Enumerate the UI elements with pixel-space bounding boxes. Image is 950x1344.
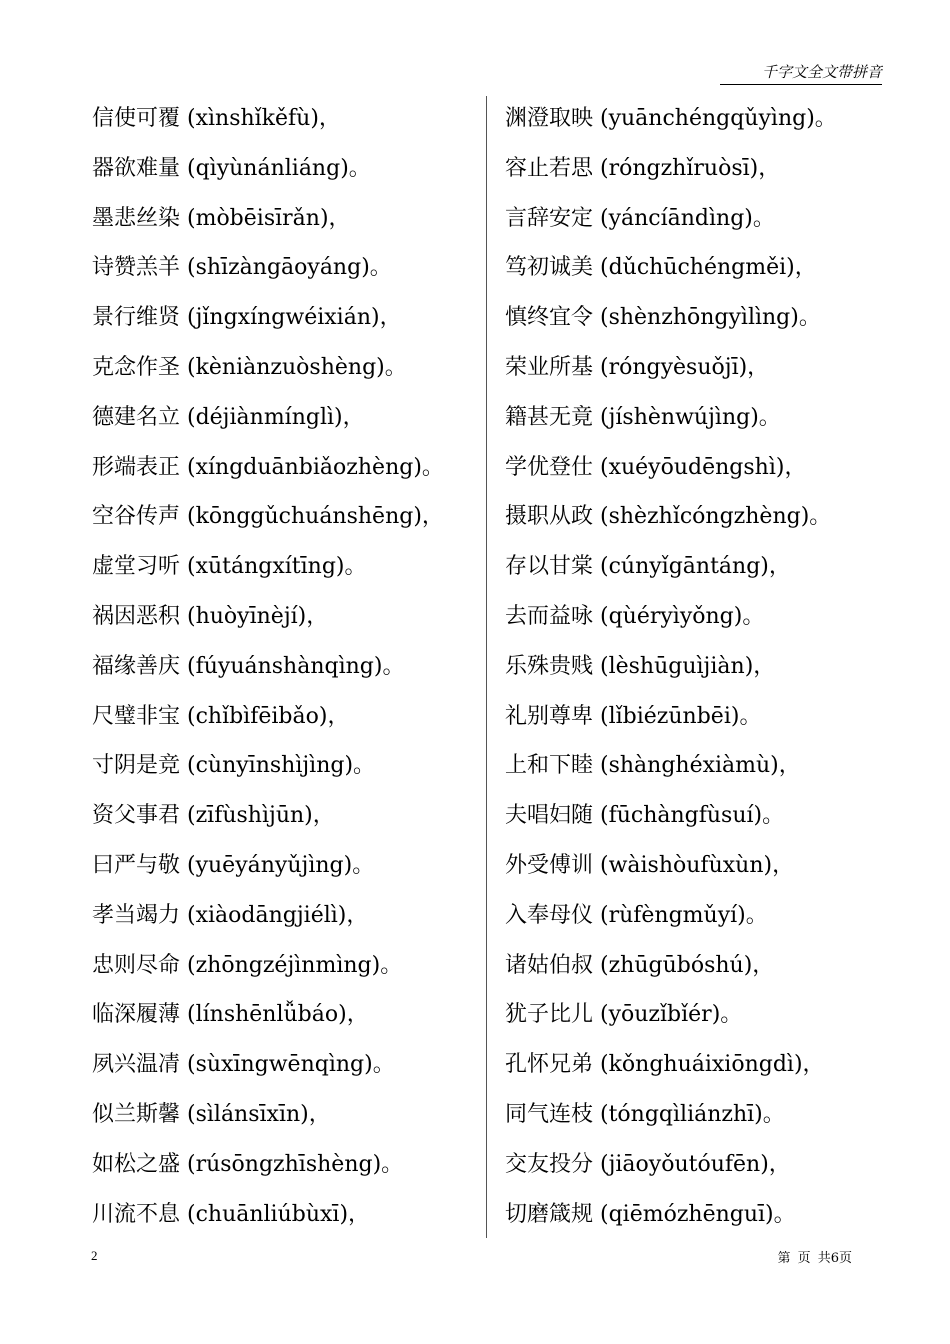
text-line: 寸阴是竞 (cùnyīnshìjìng)。 — [92, 753, 376, 779]
text-line: 入奉母仪 (rùfèngmǔyí)。 — [505, 902, 768, 928]
text-line: 空谷传声 (kōnggǔchuánshēng)， — [92, 504, 444, 530]
text-line: 诸姑伯叔 (zhūgūbóshú)， — [505, 952, 775, 978]
page-count-label: 第 页 共6页 — [777, 1251, 852, 1266]
page-number: 2 — [91, 1248, 98, 1263]
text-line: 夙兴温凊 (sùxīngwēnqìng)。 — [92, 1052, 395, 1078]
text-line: 言辞安定 (yáncíāndìng)。 — [505, 205, 775, 231]
text-line: 器欲难量 (qìyùnánliáng)。 — [92, 155, 371, 181]
text-line: 犹子比儿 (yōuzǐbǐér)。 — [505, 1002, 743, 1028]
text-line: 去而益咏 (qùéryìyǒng)。 — [505, 603, 765, 629]
document-header-title: 千字文全文带拼音 — [720, 62, 882, 85]
text-line: 礼别尊卑 (lǐbiézūnbēi)。 — [505, 703, 762, 729]
left-text-column — [92, 98, 444, 1243]
text-line: 景行维贤 (jǐngxíngwéixián)， — [92, 305, 402, 331]
text-line: 孝当竭力 (xiàodāngjiélì)， — [92, 902, 369, 928]
text-line: 如松之盛 (rúsōngzhīshèng)。 — [92, 1151, 404, 1177]
text-line: 克念作圣 (kèniànzuòshèng)。 — [92, 354, 407, 380]
text-line: 容止若思 (róngzhǐruòsī)， — [505, 155, 781, 181]
text-line: 孔怀兄弟 (kǒnghuáixiōngdì)， — [505, 1052, 825, 1078]
text-line: 曰严与敬 (yuēyányǔjìng)。 — [92, 852, 375, 878]
text-line: 外受傅训 (wàishòufùxùn)， — [505, 852, 795, 878]
text-line: 同气连枝 (tóngqìliánzhī)。 — [505, 1101, 785, 1127]
text-line: 渊澄取映 (yuānchéngqǔyìng)。 — [505, 106, 837, 131]
text-line: 荣业所基 (róngyèsuǒjī)， — [505, 354, 770, 380]
text-line: 似兰斯馨 (sìlánsīxīn)， — [92, 1101, 331, 1127]
text-line: 祸因恶积 (huòyīnèjí)， — [92, 603, 329, 629]
text-line: 诗赞羔羊 (shīzàngāoyáng)。 — [92, 255, 392, 281]
text-line: 夫唱妇随 (fūchàngfùsuí)。 — [505, 803, 785, 829]
text-line: 虚堂习听 (xūtángxítīng)。 — [92, 554, 367, 580]
text-line: 切磨箴规 (qiēmózhēnguī)。 — [505, 1201, 796, 1227]
text-line: 摄职从政 (shèzhǐcóngzhèng)。 — [505, 504, 832, 530]
text-line: 笃初诚美 (dǔchūchéngměi)， — [505, 255, 817, 281]
text-line: 墨悲丝染 (mòbēisīrǎn)， — [92, 205, 351, 231]
text-line: 交友投分 (jiāoyǒutóufēn)， — [505, 1151, 791, 1177]
text-line: 慎终宜令 (shènzhōngyìlìng)。 — [505, 305, 821, 331]
text-line: 乐殊贵贱 (lèshūguìjiàn)， — [505, 653, 776, 679]
text-line: 福缘善庆 (fúyuánshànqìng)。 — [92, 653, 405, 679]
text-line: 形端表正 (xíngduānbiǎozhèng)。 — [92, 454, 444, 480]
text-line: 信使可覆 (xìnshǐkěfù)， — [92, 106, 341, 131]
text-line: 上和下睦 (shànghéxiàmù)， — [505, 753, 801, 779]
text-line: 籍甚无竟 (jíshènwújìng)。 — [505, 404, 781, 430]
text-line: 临深履薄 (línshēnlǚbáo)， — [92, 1002, 369, 1028]
text-line: 忠则尽命 (zhōngzéjìnmìng)。 — [92, 952, 403, 978]
text-line: 川流不息 (chuānliúbùxī)， — [92, 1201, 371, 1227]
text-line: 学优登仕 (xuéyōudēngshì)， — [505, 454, 807, 480]
text-line: 尺璧非宝 (chǐbìfēibǎo)， — [92, 703, 350, 729]
text-line: 德建名立 (déjiànmínglì)， — [92, 404, 365, 430]
column-divider — [486, 96, 487, 1238]
text-line: 资父事君 (zīfùshìjūn)， — [92, 803, 335, 829]
right-text-column — [505, 98, 837, 1243]
text-line: 存以甘棠 (cúnyǐgāntáng)， — [505, 554, 791, 580]
